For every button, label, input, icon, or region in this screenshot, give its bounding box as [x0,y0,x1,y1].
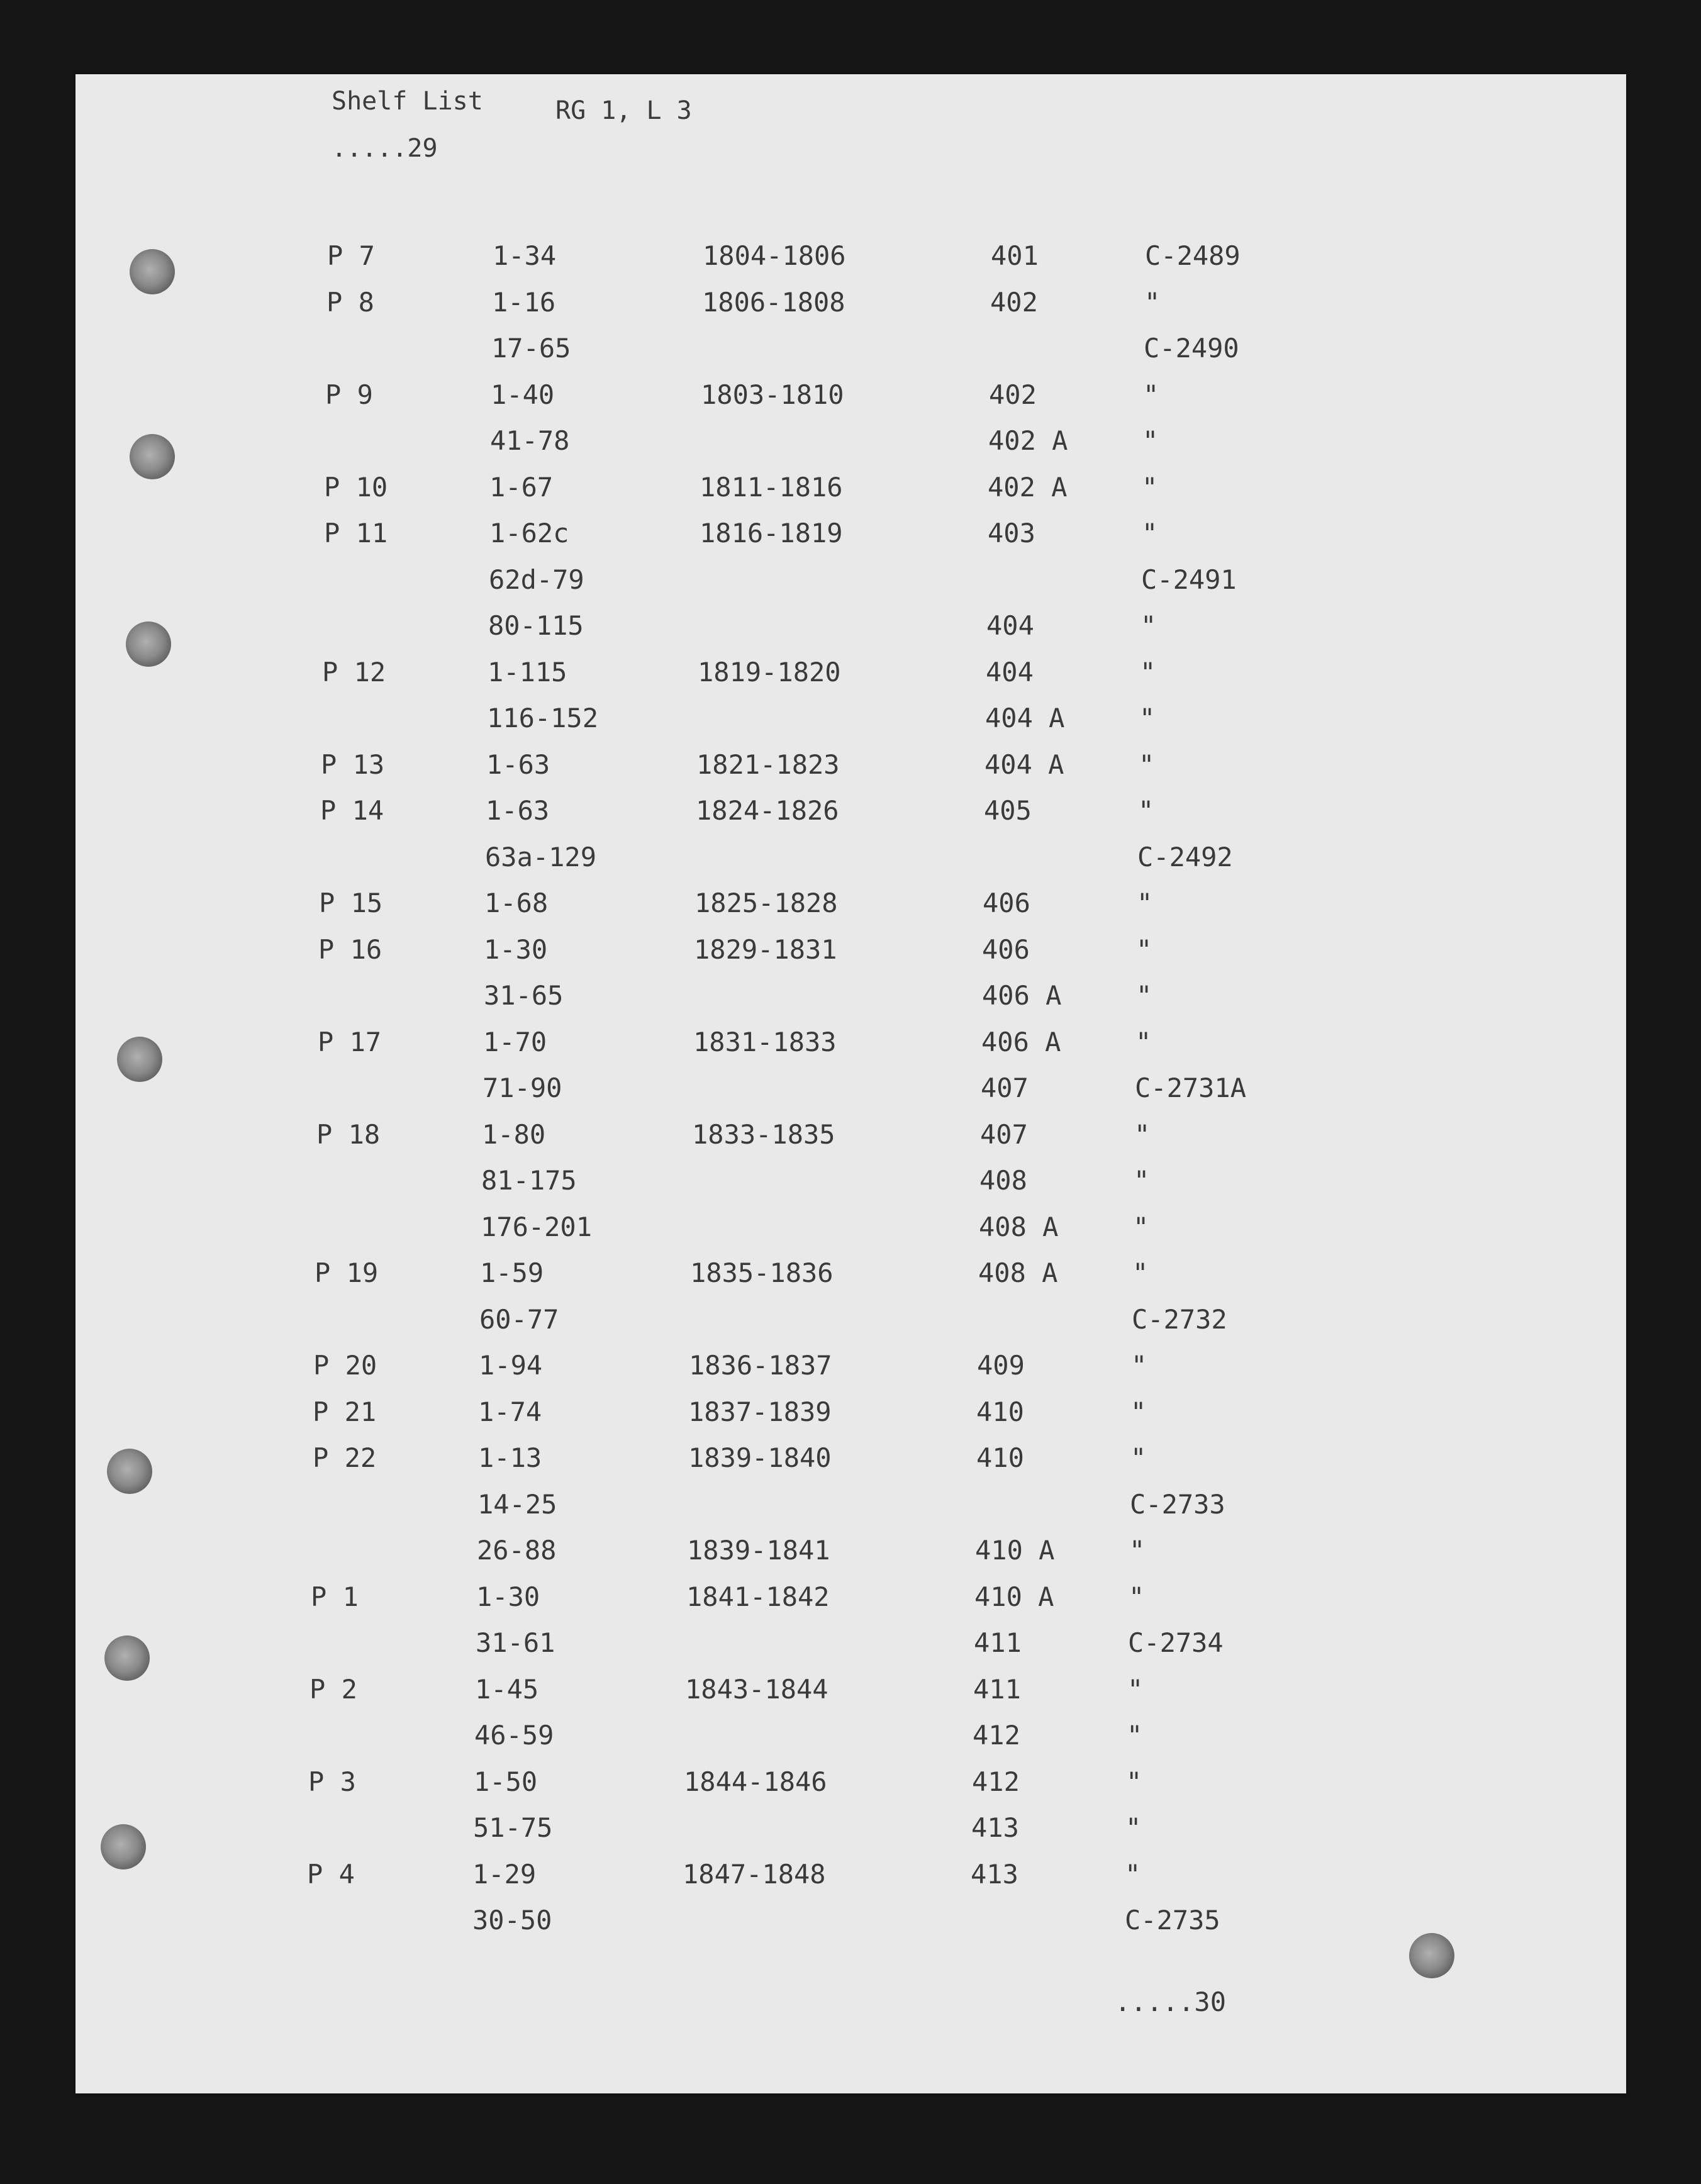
item-range: 1-29 [472,1859,537,1890]
item-range: 116-152 [487,703,599,733]
volume-number: 407 [981,1072,1029,1103]
record-group-reference: RG 1, L 3 [555,96,692,125]
reel-number: C-2489 [1145,240,1241,271]
year-range: 1816-1819 [700,518,843,549]
year-range: 1825-1828 [694,888,838,918]
volume-number: 409 [977,1350,1025,1381]
reel-number: " [1140,657,1156,688]
reel-number: " [1142,425,1159,456]
item-range: 31-65 [484,980,564,1011]
volume-number: 405 [984,795,1032,826]
series-code: P 3 [308,1766,356,1797]
year-range: 1804-1806 [703,240,846,271]
item-range: 30-50 [472,1905,552,1936]
item-range: 14-25 [477,1489,557,1520]
reel-number: C-2732 [1132,1304,1227,1335]
page-marker-bottom: .....30 [1115,1986,1227,2017]
reel-number: " [1126,1766,1142,1797]
item-range: 1-45 [475,1674,539,1705]
reel-number: " [1136,980,1152,1011]
item-range: 26-88 [477,1535,557,1566]
binder-hole-1 [130,249,175,294]
reel-number: " [1127,1674,1144,1705]
volume-number: 402 A [988,425,1068,456]
item-range: 1-63 [486,749,550,780]
series-code: P 12 [322,657,386,688]
shelf-list-title: Shelf List [332,87,483,116]
reel-number: " [1125,1859,1141,1890]
item-range: 1-115 [488,657,567,688]
item-range: 1-59 [480,1257,544,1288]
volume-number: 406 [983,888,1030,918]
series-code: P 15 [319,888,383,918]
binder-hole-4 [117,1037,162,1082]
year-range: 1837-1839 [688,1396,832,1427]
reel-number: " [1142,518,1158,549]
reel-number: C-2733 [1130,1489,1225,1520]
reel-number: " [1127,1720,1143,1751]
series-code: P 9 [325,379,373,410]
volume-number: 408 [979,1165,1027,1196]
year-range: 1831-1833 [693,1027,837,1057]
volume-number: 402 [990,287,1038,318]
year-range: 1803-1810 [701,379,844,410]
volume-number: 413 [971,1812,1019,1843]
item-range: 1-68 [484,888,549,918]
item-range: 1-62c [489,518,569,549]
series-code: P 18 [316,1119,381,1150]
item-range: 176-201 [481,1212,593,1242]
reel-number: C-2731A [1135,1072,1247,1103]
item-range: 1-70 [483,1027,547,1057]
volume-number: 404 [986,610,1034,641]
item-range: 1-67 [489,472,554,503]
reel-number: " [1130,1396,1147,1427]
item-range: 80-115 [488,610,584,641]
reel-number: " [1131,1350,1147,1381]
reel-number: " [1125,1812,1142,1843]
series-code: P 17 [318,1027,382,1057]
series-code: P 21 [313,1396,377,1427]
reel-number: " [1135,1027,1152,1057]
reel-number: " [1134,1165,1150,1196]
binder-hole-2 [130,434,175,479]
series-code: P 1 [311,1581,359,1612]
item-range: 81-175 [481,1165,577,1196]
year-range: 1806-1808 [702,287,845,318]
volume-number: 410 [976,1396,1024,1427]
item-range: 31-61 [476,1627,555,1658]
item-range: 1-50 [474,1766,538,1797]
reel-number: " [1142,472,1158,503]
volume-number: 402 A [988,472,1068,503]
volume-number: 408 A [979,1212,1059,1242]
item-range: 62d-79 [489,564,584,595]
volume-number: 406 A [981,1027,1061,1057]
reel-number: " [1137,888,1153,918]
item-range: 1-63 [486,795,550,826]
year-range: 1829-1831 [694,934,837,965]
item-range: 1-16 [492,287,556,318]
year-range: 1844-1846 [684,1766,827,1797]
reel-number: " [1144,287,1161,318]
year-range: 1811-1816 [700,472,843,503]
item-range: 1-30 [484,934,548,965]
item-range: 60-77 [479,1304,559,1335]
year-range: 1839-1840 [688,1442,832,1473]
series-code: P 20 [313,1350,377,1381]
volume-number: 410 A [975,1535,1055,1566]
item-range: 51-75 [473,1812,553,1843]
series-code: P 2 [310,1674,357,1705]
volume-number: 410 [976,1442,1024,1473]
volume-number: 401 [991,240,1039,271]
volume-number: 402 [989,379,1037,410]
volume-number: 411 [974,1627,1022,1658]
page-marker-top: .....29 [332,134,438,163]
item-range: 1-34 [493,240,557,271]
year-range: 1839-1841 [687,1535,830,1566]
volume-number: 408 A [978,1257,1058,1288]
item-range: 41-78 [490,425,570,456]
binder-hole-8 [1409,1933,1454,1978]
volume-number: 406 [982,934,1030,965]
item-range: 1-94 [479,1350,543,1381]
reel-number: C-2735 [1125,1905,1220,1936]
binder-hole-3 [126,621,171,667]
volume-number: 412 [972,1766,1020,1797]
reel-number: " [1133,1212,1149,1242]
series-code: P 11 [324,518,388,549]
reel-number: " [1129,1581,1145,1612]
binder-hole-6 [104,1635,150,1681]
document-page [75,74,1626,2093]
item-range: 17-65 [491,333,571,364]
year-range: 1821-1823 [696,749,840,780]
series-code: P 4 [307,1859,355,1890]
volume-number: 404 A [985,703,1065,733]
reel-number: " [1129,1535,1146,1566]
volume-number: 412 [973,1720,1020,1751]
reel-number: " [1139,749,1155,780]
item-range: 1-40 [491,379,555,410]
reel-number: " [1130,1442,1147,1473]
reel-number: C-2492 [1137,842,1233,872]
series-code: P 7 [327,240,375,271]
item-range: 1-74 [478,1396,542,1427]
reel-number: " [1134,1119,1151,1150]
reel-number: C-2490 [1144,333,1239,364]
item-range: 71-90 [482,1072,562,1103]
shelf-list-table [75,74,1626,2093]
reel-number: " [1143,379,1159,410]
series-code: P 8 [326,287,374,318]
volume-number: 404 [986,657,1034,688]
reel-number: " [1136,934,1152,965]
binder-hole-7 [101,1824,146,1869]
volume-number: 406 A [982,980,1062,1011]
reel-number: " [1132,1257,1149,1288]
year-range: 1833-1835 [692,1119,835,1150]
year-range: 1836-1837 [689,1350,832,1381]
reel-number: C-2491 [1141,564,1237,595]
binder-hole-5 [107,1449,152,1494]
year-range: 1819-1820 [698,657,841,688]
volume-number: 411 [973,1674,1021,1705]
series-code: P 13 [321,749,385,780]
year-range: 1835-1836 [690,1257,834,1288]
volume-number: 403 [988,518,1035,549]
series-code: P 16 [318,934,382,965]
item-range: 46-59 [474,1720,554,1751]
item-range: 1-80 [482,1119,546,1150]
volume-number: 410 A [974,1581,1054,1612]
series-code: P 19 [315,1257,379,1288]
volume-number: 404 A [984,749,1064,780]
item-range: 1-13 [478,1442,542,1473]
series-code: P 14 [320,795,384,826]
year-range: 1843-1844 [685,1674,828,1705]
item-range: 1-30 [476,1581,540,1612]
item-range: 63a-129 [485,842,597,872]
series-code: P 22 [313,1442,377,1473]
reel-number: " [1139,703,1156,733]
series-code: P 10 [324,472,388,503]
reel-number: " [1141,610,1157,641]
year-range: 1847-1848 [683,1859,826,1890]
reel-number: " [1138,795,1154,826]
year-range: 1841-1842 [686,1581,830,1612]
volume-number: 407 [980,1119,1028,1150]
reel-number: C-2734 [1128,1627,1224,1658]
year-range: 1824-1826 [696,795,839,826]
volume-number: 413 [971,1859,1018,1890]
